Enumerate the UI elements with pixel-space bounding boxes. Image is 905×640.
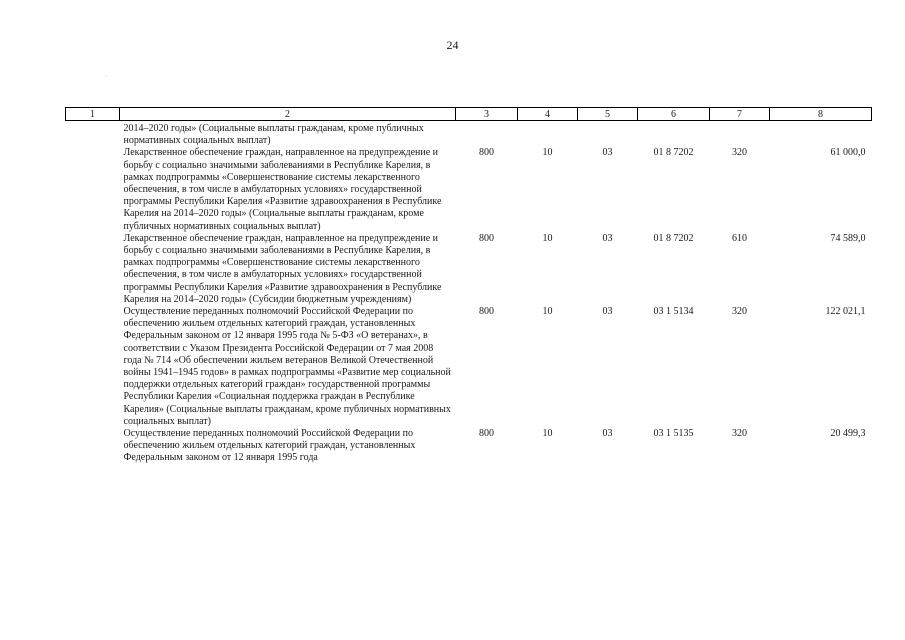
cell-amount: 122 021,1: [825, 306, 866, 318]
cell-col6: 03 1 5134: [653, 306, 694, 318]
page-number: 24: [446, 38, 459, 52]
table-row: [66, 428, 872, 465]
column-header: 6: [638, 108, 710, 121]
cell-col4: 10: [542, 306, 553, 318]
cell-col4: 10: [542, 147, 553, 159]
row-description: 2014–2020 годы» (Социальные выплаты гражданам, кроме публичных нормативных социальных выплат): [123, 123, 424, 147]
cell-col5: 03: [602, 428, 613, 440]
cell-col7: 320: [732, 306, 747, 318]
column-header: 5: [578, 108, 638, 121]
table-row: [66, 306, 872, 428]
cell-col7: 320: [732, 147, 747, 159]
table-row: [66, 147, 872, 232]
row-description: Осуществление переданных полномочий Российской Федерации по обеспечению жильем отдельных категорий граждан, установленных Федеральным законом от 12 января 1995 года: [123, 428, 416, 464]
column-header: 7: [710, 108, 770, 121]
row-description: Осуществление переданных полномочий Российской Федерации по обеспечению жильем отдельных категорий граждан, установленных Федеральным законом от 12 января 1995 года № 5-ФЗ «О ветеранах», в соответствии с Указом Президента Российской Федерации от 7 мая 2008 года № 714 «Об обеспечении жильем ветеранов Великой Отечественной войны 1941–1945 годов» в рамках подпрограммы «Развитие мер социальной поддержки отдельных категорий граждан» государственной программы Республики Карелия «Социальная поддержка граждан в Республике Карелия» (Социальные выплаты гражданам, кроме публичных нормативных социальных выплат): [123, 306, 451, 427]
table-row-continuation: [66, 121, 872, 148]
cell-amount: 20 499,3: [830, 428, 866, 440]
column-header: 8: [770, 108, 872, 121]
column-header: 2: [120, 108, 456, 121]
cell-col6: 01 8 7202: [653, 147, 694, 159]
cell-col5: 03: [602, 147, 613, 159]
cell-col4: 10: [542, 232, 553, 244]
cell-col3: 800: [479, 232, 494, 244]
table-row: [66, 233, 872, 306]
scan-speck: ·: [105, 74, 107, 80]
cell-amount: 74 589,0: [830, 232, 866, 244]
cell-col6: 01 8 7202: [653, 232, 694, 244]
cell-col6: 03 1 5135: [653, 428, 694, 440]
cell-col3: 800: [479, 147, 494, 159]
budget-table: [65, 107, 872, 465]
cell-col5: 03: [602, 232, 613, 244]
cell-col7: 610: [732, 232, 747, 244]
cell-col4: 10: [542, 428, 553, 440]
cell-col3: 800: [479, 306, 494, 318]
table-header-row: [66, 108, 872, 121]
cell-col7: 320: [732, 428, 747, 440]
column-header: 4: [518, 108, 578, 121]
row-description: Лекарственное обеспечение граждан, направленное на предупреждение и борьбу с социально значимыми заболеваниями в Республике Карелия, в рамках подпрограммы «Совершенствование системы лекарственного обеспечения, в том числе в амбулаторных условиях» государственной программы Республики Карелия «Развитие здравоохранения в Республике Карелия на 2014–2020 годы» (Социальные выплаты гражданам, кроме публичных нормативных социальных выплат): [123, 147, 442, 232]
cell-amount: 61 000,0: [830, 147, 866, 159]
cell-col5: 03: [602, 306, 613, 318]
row-description: Лекарственное обеспечение граждан, направленное на предупреждение и борьбу с социально значимыми заболеваниями в Республике Карелия, в рамках подпрограммы «Совершенствование системы лекарственного обеспечения, в том числе в амбулаторных условиях» государственной программы Республики Карелия «Развитие здравоохранения в Республике Карелия на 2014–2020 годы» (Субсидии бюджетным учреждениям): [123, 232, 442, 305]
column-header: 3: [456, 108, 518, 121]
cell-col3: 800: [479, 428, 494, 440]
column-header: 1: [66, 108, 120, 121]
